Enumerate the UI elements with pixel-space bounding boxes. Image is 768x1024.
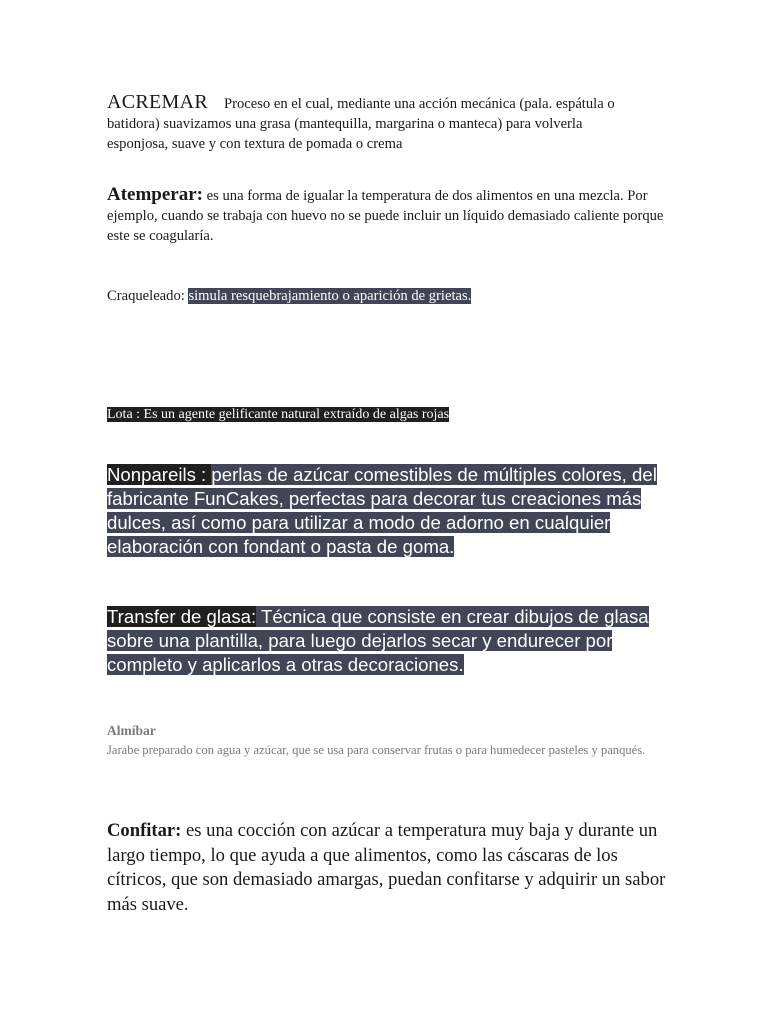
definition-transfer-de-glasa: Técnica que consiste en crear dibujos de glasa sobre una plantilla, para luego dejarlos secar y endurecer por completo y aplicarlos a otras decoraciones. bbox=[107, 606, 649, 675]
definition-craqueleado: simula resquebrajamiento o aparición de grietas. bbox=[188, 288, 472, 304]
entry-acremar bbox=[107, 92, 647, 154]
entry-craqueleado bbox=[107, 286, 471, 306]
entry-nonpareils bbox=[107, 463, 667, 559]
term-confitar: Confitar: bbox=[107, 820, 182, 841]
definition-confitar: es una cocción con azúcar a temperatura muy baja y durante un largo tiempo, lo que ayuda a que alimentos, como las cáscaras de los cítricos, que son demasiado amargas, puedan confitarse y adquirir un sabor más suave. bbox=[107, 820, 666, 915]
definition-atemperar: es una forma de igualar la temperatura de dos alimentos en una mezcla. Por ejemplo, cuando se trabaja con huevo no se puede incluir un líquido demasiado caliente porque este se coagularía. bbox=[107, 188, 664, 244]
term-nonpareils: Nonpareils : bbox=[107, 464, 212, 485]
term-almibar: Almíbar bbox=[107, 723, 156, 738]
term-transfer-de-glasa: Transfer de glasa: bbox=[107, 606, 257, 627]
text-lota: Lota : Es un agente gelificante natural extraído de algas rojas bbox=[107, 407, 450, 422]
entry-confitar bbox=[107, 819, 667, 917]
term-acremar: ACREMAR bbox=[107, 91, 209, 113]
entry-almibar bbox=[107, 722, 667, 759]
definition-acremar: Proceso en el cual, mediante una acción mecánica (pala. espátula o batidora) suavizamos una grasa (mantequilla, margarina o manteca) para volverla esponjosa, suave y con textura de pomada o crema bbox=[107, 96, 615, 152]
entry-transfer-de-glasa bbox=[107, 605, 667, 677]
definition-almibar: Jarabe preparado con agua y azúcar, que se usa para conservar frutas o para humedecer pasteles y panqués. bbox=[107, 743, 646, 757]
definition-nonpareils: perlas de azúcar comestibles de múltiples colores, del fabricante FunCakes, perfectas para decorar tus creaciones más dulces, así como para utilizar a modo de adorno en cualquier elaboración con fondant o pasta de goma. bbox=[107, 464, 657, 557]
entry-lota bbox=[107, 406, 449, 424]
term-craqueleado: Craqueleado: bbox=[107, 288, 189, 304]
term-atemperar: Atemperar: bbox=[107, 184, 204, 205]
entry-atemperar bbox=[107, 185, 667, 246]
